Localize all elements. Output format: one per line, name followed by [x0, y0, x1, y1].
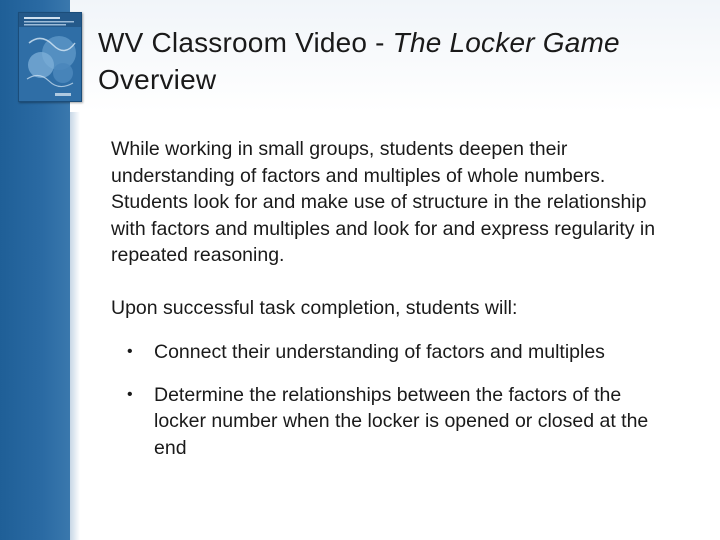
list-item-text: Connect their understanding of factors and multiples — [154, 341, 605, 363]
outcomes-list — [111, 339, 656, 461]
bullet-icon: • — [127, 343, 133, 360]
list-item — [111, 382, 656, 462]
cover-artwork — [19, 13, 81, 101]
bullet-icon: • — [127, 385, 133, 403]
title-video-name: The Locker Game — [392, 27, 620, 58]
list-item — [111, 339, 656, 366]
list-item-text: Determine the relationships between the factors of the locker number when the locker is opened or closed at the end — [154, 383, 649, 459]
title-prefix: WV Classroom Video - — [98, 27, 393, 58]
outcomes-intro: Upon successful task completion, students will: — [111, 296, 518, 319]
overview-paragraph: While working in small groups, students deepen their understanding of factors and multiples of whole numbers. Students look for and make use of structure in the relationship with factors and multiples and look for and express regularity in repeated reasoning. — [111, 138, 656, 266]
slide-title — [98, 24, 698, 98]
title-suffix: Overview — [98, 64, 217, 95]
cover-thumbnail-image — [18, 12, 82, 102]
slide-body — [111, 136, 656, 477]
